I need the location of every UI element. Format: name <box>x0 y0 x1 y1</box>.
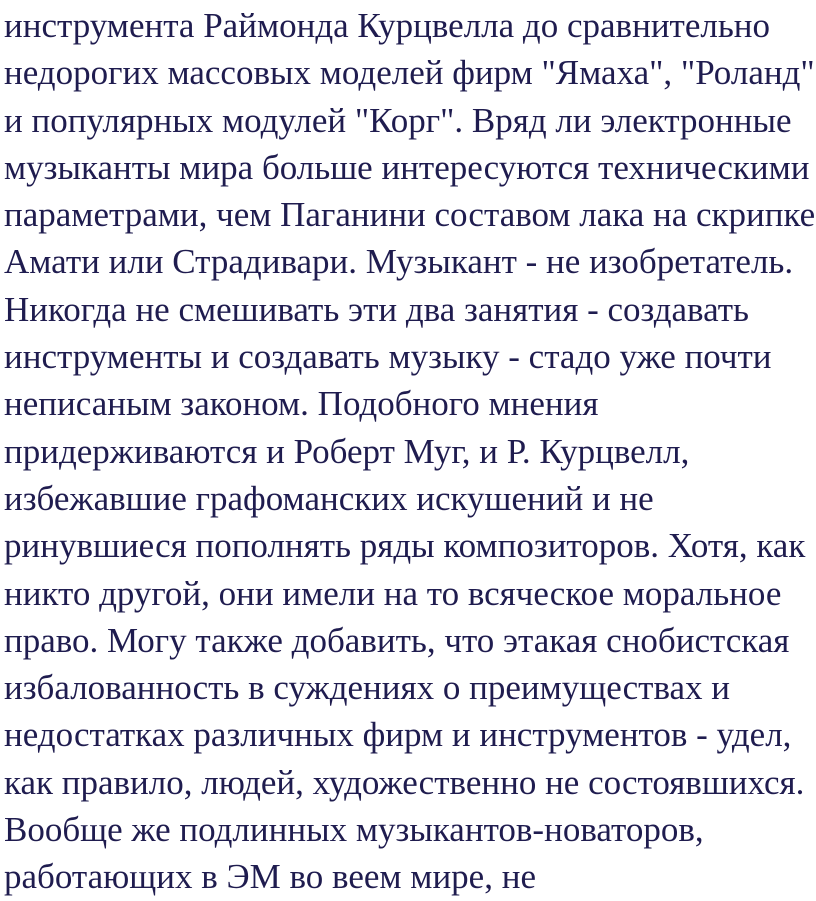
text-line: избежавшие графоманских искушений и не <box>4 478 654 518</box>
text-line: инструмента Раймонда Курцвелла до сравнительно <box>4 6 771 45</box>
text-line: Вообще же подлинных музыкантов-новаторов, <box>4 810 704 850</box>
text-line: музыканты мира больше интересуются техническими <box>4 147 810 187</box>
text-line: право. Могу также добавить, что этакая снобистская <box>4 620 790 660</box>
text-line: как правило, людей, художественно не состоявшихся. <box>4 762 805 802</box>
text-line: Амати или Страдивари. Музыкант - не изобретатель. <box>4 242 794 282</box>
text-line: Никогда не смешивать эти два занятия - создавать <box>4 289 749 329</box>
text-line: недостатках различных фирм и инструментов - удел, <box>4 715 792 755</box>
body-text <box>4 2 816 901</box>
text-line: недорогих массовых моделей фирм "Ямаха", "Роланд" <box>4 53 815 93</box>
text-line: никто другой, они имели на то всяческое моральное <box>4 573 782 613</box>
text-line: ринувшиеся пополнять ряды композиторов. Хотя, как <box>4 526 806 566</box>
text-line: придерживаются и Роберт Муг, и Р. Курцвелл, <box>4 431 690 471</box>
text-line: инструменты и создавать музыку - стадо уже почти <box>4 337 772 377</box>
text-line: неписаным законом. Подобного мнения <box>4 384 599 424</box>
text-line: избалованность в суждениях о преимуществах и <box>4 668 731 708</box>
text-line: работающих в ЭМ во веем мире, не <box>4 857 536 897</box>
text-line: и популярных модулей "Корг". Вряд ли электронные <box>4 100 792 140</box>
text-line: параметрами, чем Паганини составом лака на скрипке <box>4 195 816 235</box>
